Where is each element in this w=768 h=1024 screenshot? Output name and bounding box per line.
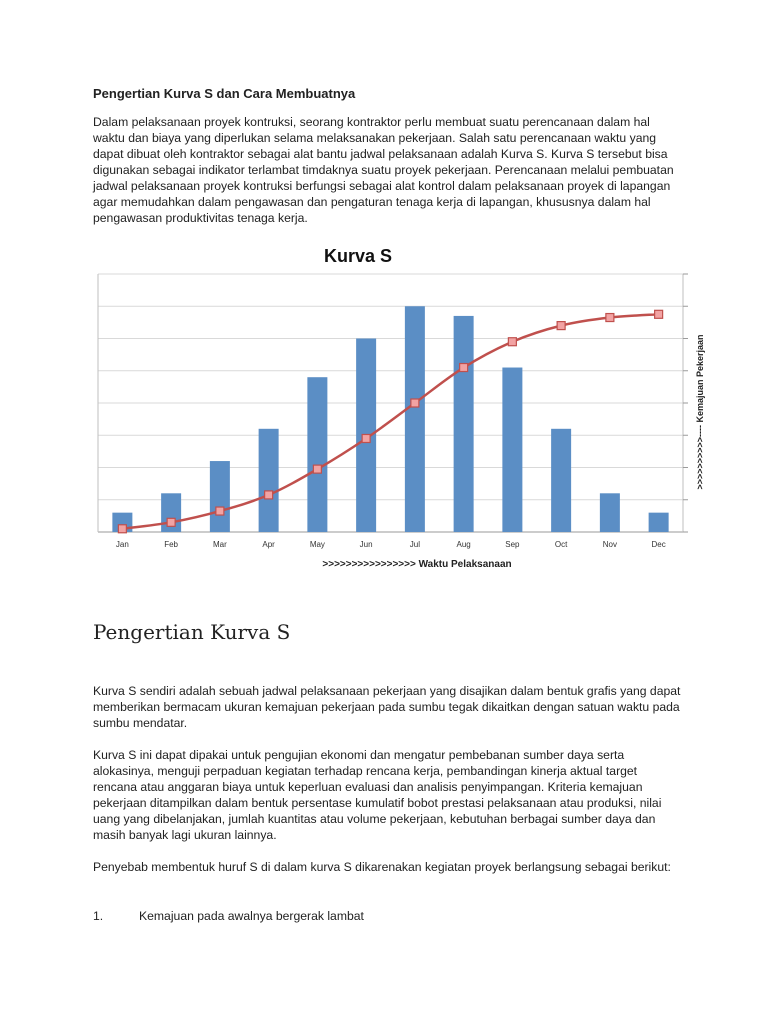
usage-paragraph: Kurva S ini dapat dipakai untuk pengujian ekonomi dan mengatur pembebanan sumber daya serta alokasinya, menguji perpaduan kegiatan terhadap rencana kerja, pembandingan kinerja aktual target rencana atau anggaran biaya untuk keperluan evaluasi dan analisis penyimpangan. Kriteria kemajuan pekerjaan ditampilkan dalam bentuk persentase kumulatif bobot prestasi pelaksanaan atau produksi, nilai uang yang dibelanjakan, jumlah kuantitas atau volume pekerjaan, kebutuhan berbagai sumber daya dan masih banyak lagi ukuran lainnya.	[93, 748, 662, 842]
bar	[551, 429, 571, 532]
x-tick-label: Sep	[505, 540, 520, 549]
curve-point	[508, 338, 516, 346]
curve-point	[313, 465, 321, 473]
curve-point	[655, 310, 663, 318]
list-text: Kemajuan pada awalnya bergerak lambat	[139, 909, 364, 923]
curve-point	[216, 507, 224, 515]
x-tick-label: Jan	[115, 540, 129, 549]
bar	[502, 368, 522, 532]
x-axis-label: >>>>>>>>>>>>>>>> Waktu Pelaksanaan	[322, 559, 512, 570]
x-tick-label: Jul	[409, 540, 420, 549]
curve-point	[362, 434, 370, 442]
x-tick-label: Nov	[602, 540, 617, 549]
bar	[600, 493, 620, 532]
x-tick-label: Dec	[651, 540, 666, 549]
bar	[405, 306, 425, 532]
curve-point	[167, 518, 175, 526]
x-tick-label: Jun	[359, 540, 373, 549]
curve-point	[606, 314, 614, 322]
chart-svg	[93, 240, 705, 580]
curve-point	[557, 322, 565, 330]
list-number: 1.	[93, 909, 104, 923]
curve-point	[460, 364, 468, 372]
section-title: Pengertian Kurva S	[93, 620, 291, 644]
list-item	[93, 909, 364, 923]
x-tick-label: Apr	[262, 540, 275, 549]
bar	[259, 429, 279, 532]
bar	[210, 461, 230, 532]
bar	[454, 316, 474, 532]
intro-paragraph: Dalam pelaksanaan proyek kontruksi, seorang kontraktor perlu membuat suatu perencanaan dalam hal waktu dan biaya yang diperlukan selama melaksanakan pekerjaan. Salah satu perencanaan waktu yang dapat dibuat oleh kontraktor sebagai alat bantu jadwal pelaksanaan adalah Kurva S. Kurva S tersebut bisa digunakan sebagai indikator terlambat timdaknya suatu proyek pekerjaan. Perencanaan melalui pembuatan jadwal pelaksanaan proyek kontruksi berfungsi sebagai alat kontrol dalam pelaksanaan proyek di lapangan agar memudahkan dalam pengawasan dan pengaturan tenaga kerja di lapangan, khususnya dalam hal pengawasan produktivitas tenaga kerja.	[93, 115, 674, 225]
x-tick-label: Mar	[212, 540, 227, 549]
bar	[649, 513, 669, 532]
chart-title: Kurva S	[323, 246, 393, 266]
curve-point	[265, 491, 273, 499]
cause-paragraph: Penyebab membentuk huruf S di dalam kurva S dikarenakan kegiatan proyek berlangsung sebagai berikut:	[93, 860, 671, 874]
curve-point	[118, 525, 126, 533]
x-tick-label: Oct	[554, 540, 568, 549]
definition-paragraph: Kurva S sendiri adalah sebuah jadwal pelaksanaan pekerjaan yang disajikan dalam bentuk grafis yang dapat memberikan bermacam ukuran kemajuan pekerjaan pada sumbu tegak dikaitkan dengan satuan waktu pada sumbu mendatar.	[93, 684, 681, 730]
kurva-s-chart	[93, 240, 705, 580]
article-heading: Pengertian Kurva S dan Cara Membuatnya	[93, 86, 356, 101]
bar	[307, 377, 327, 532]
x-tick-label: Aug	[456, 540, 471, 549]
y-axis-label: >>>>>>>>>>---- Kemajuan Pekerjaan	[695, 334, 705, 490]
curve-point	[411, 399, 419, 407]
x-tick-label: May	[309, 540, 325, 549]
x-tick-label: Feb	[164, 540, 179, 549]
